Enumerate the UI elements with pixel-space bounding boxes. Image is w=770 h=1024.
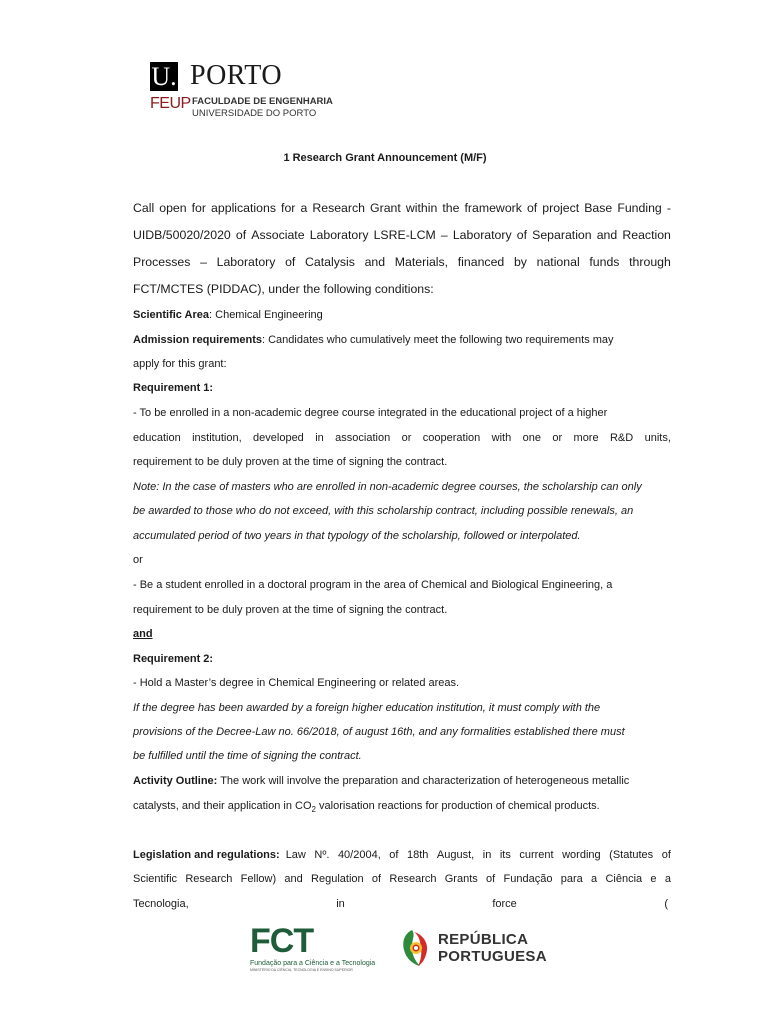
word: ( [664, 898, 668, 910]
word: education [133, 432, 181, 444]
word: Catalysis [305, 255, 355, 269]
word: national [536, 255, 580, 269]
word: of [285, 255, 296, 269]
activity-line-2 [133, 799, 671, 817]
word: Grant [370, 201, 401, 215]
word: within [405, 201, 438, 215]
note-line-1: Note: In the case of masters who are enrolled in non-academic degree courses, the scholarship can only [133, 481, 642, 493]
intro-line-4: FCT/MCTES (PIDDAC), under the following conditions: [133, 282, 434, 296]
word: for [191, 201, 206, 215]
word: institution, [192, 432, 242, 444]
word: e [650, 873, 657, 885]
word: association [335, 432, 391, 444]
legislation-text [286, 848, 671, 862]
logo-feup-text: FEUP [150, 95, 191, 112]
word: Call [133, 201, 155, 215]
portuguesa-text: PORTUGUESA [438, 948, 547, 965]
word: of [516, 228, 528, 242]
doctoral-line-1: - Be a student enrolled in a doctoral program in the area of Chemical and Biological Engineering, a [133, 579, 613, 591]
word: in [482, 849, 492, 861]
word: - [666, 201, 671, 215]
and-text: and [133, 628, 153, 640]
word: of [661, 849, 671, 861]
word: for [281, 201, 296, 215]
admission-line-2: apply for this grant: [133, 358, 227, 370]
word: one [522, 432, 541, 444]
word: 18th [406, 849, 429, 861]
word: August, [436, 849, 475, 861]
word: applications [211, 201, 276, 215]
word: a [664, 873, 671, 885]
word: of [371, 873, 382, 885]
legislation-line-2 [133, 872, 671, 886]
intro-line-3 [133, 255, 671, 269]
word: para [560, 873, 583, 885]
requirement-2-label: Requirement 2: [133, 653, 214, 665]
word: Funding [617, 201, 662, 215]
word: of [526, 201, 538, 215]
word: financed [457, 255, 505, 269]
fct-logo-subtitle: Fundação para a Ciência e a Tecnologia [250, 960, 376, 967]
word: or [552, 432, 563, 444]
word: cooperation [422, 432, 481, 444]
admission-text: : Candidates who cumulatively meet the following two requirements may [261, 334, 614, 346]
word: Grants [444, 873, 478, 885]
logo-porto-text: PORTO [190, 60, 283, 91]
intro-line-1 [133, 201, 671, 215]
word: and [596, 228, 618, 242]
fct-logo-ministry: MINISTÉRIO DA CIÊNCIA, TECNOLOGIA E ENSINO SUPERIOR [250, 968, 353, 972]
legislation-label: Legislation and regulations: [133, 849, 280, 861]
word: by [513, 255, 527, 269]
word: Separation [532, 228, 592, 242]
logo-u-box: U. [151, 62, 177, 91]
word: wording [562, 849, 601, 861]
word: of [235, 228, 247, 242]
activity-subscript: 2 [311, 805, 316, 815]
legislation-line-1 [133, 848, 671, 862]
word: of [486, 873, 496, 885]
word: Research [312, 201, 365, 215]
word: and [364, 255, 386, 269]
word: and [284, 873, 303, 885]
fct-logo [250, 924, 390, 979]
word: Laboratory [452, 228, 512, 242]
requirement-1-label: Requirement 1: [133, 382, 214, 394]
word: Nº. [314, 849, 330, 861]
word: framework [464, 201, 522, 215]
word: Processes [133, 255, 191, 269]
intro-line-2 [133, 228, 671, 242]
word: a [591, 873, 598, 885]
word: of [389, 849, 399, 861]
scientific-area-label: Scientific Area [133, 309, 210, 321]
word: in [336, 898, 345, 910]
activity-text-3: valorisation reactions for production of chemical products. [316, 800, 600, 812]
word: 40/2004, [337, 849, 381, 861]
note-line-3: accumulated period of two years in that typology of the scholarship, followed or interpolated. [133, 530, 581, 542]
document-title: 1 Research Grant Announcement (M/F) [283, 152, 487, 164]
word: Laboratory [216, 255, 276, 269]
word: Reaction [622, 228, 671, 242]
word: more [573, 432, 599, 444]
requirement-1-line-1: - To be enrolled in a non-academic degree course integrated in the educational project of a higher [133, 407, 608, 419]
uporto-feup-logo [150, 61, 350, 121]
word: Associate [251, 228, 305, 242]
logo-university-text: UNIVERSIDADE DO PORTO [192, 108, 317, 119]
word: Law [285, 849, 306, 861]
word: Laboratory [309, 228, 369, 242]
word: its [499, 849, 511, 861]
foreign-degree-line-1: If the degree has been awarded by a foreign higher education institution, it must comply with the [133, 702, 601, 714]
word: (Statutes [609, 849, 654, 861]
word: or [401, 432, 412, 444]
word: a [300, 201, 308, 215]
foreign-degree-line-3: be fulfilled until the time of signing the contract. [133, 750, 362, 762]
word: Research [389, 873, 437, 885]
word: current [519, 849, 554, 861]
doctoral-line-2: requirement to be duly proven at the time of signing the contract. [133, 604, 448, 616]
activity-text-2: catalysts, and their application in CO [133, 800, 312, 812]
requirement-2-line-1: - Hold a Master’s degree in Chemical Engineering or related areas. [133, 677, 460, 689]
word: Tecnologia, [133, 898, 189, 910]
scientific-area [133, 308, 671, 322]
word: with [491, 432, 512, 444]
note-line-2: be awarded to those who do not exceed, with this scholarship contract, including possible renewals, an [133, 505, 634, 517]
requirement-1-line-2 [133, 431, 671, 445]
word: in [315, 432, 324, 444]
word: through [629, 255, 671, 269]
word: Ciência [605, 873, 643, 885]
scientific-area-value: : Chemical Engineering [209, 309, 323, 321]
republica-text: REPÚBLICA [438, 931, 529, 948]
word: Scientific [133, 873, 178, 885]
activity-label: Activity Outline: [133, 775, 218, 787]
activity-line-1 [133, 774, 671, 788]
word: UIDB/50020/2020 [133, 228, 231, 242]
logo-faculty-text: FACULDADE DE ENGENHARIA [192, 96, 333, 107]
word: force [492, 898, 517, 910]
or-text: or [133, 554, 143, 566]
republica-portuguesa-logo [400, 928, 550, 973]
word: units, [644, 432, 671, 444]
word: Fellow) [240, 873, 277, 885]
word: – [440, 228, 448, 242]
word: developed [253, 432, 304, 444]
word: LSRE-LCM [373, 228, 436, 242]
foreign-degree-line-2: provisions of the Decree-Law no. 66/2018, of august 16th, and any formalities established there must [133, 726, 625, 738]
activity-text: The work will involve the preparation and characterization of heterogeneous metallic [217, 775, 630, 787]
word: Materials, [394, 255, 449, 269]
word: open [159, 201, 187, 215]
word: Fundação [503, 873, 553, 885]
admission-line-1 [133, 333, 671, 347]
word: R&D [609, 432, 634, 444]
word: project [542, 201, 580, 215]
portuguese-emblem-icon [400, 928, 430, 968]
fct-logo-text: FCT [250, 922, 314, 960]
legislation-line-3 [133, 897, 668, 911]
word: – [200, 255, 207, 269]
word: Regulation [311, 873, 364, 885]
word: Base [584, 201, 613, 215]
word: funds [589, 255, 620, 269]
requirement-1-line-3: requirement to be duly proven at the time of signing the contract. [133, 456, 448, 468]
word: the [442, 201, 460, 215]
admission-label: Admission requirements [133, 334, 262, 346]
word: Research [185, 873, 233, 885]
